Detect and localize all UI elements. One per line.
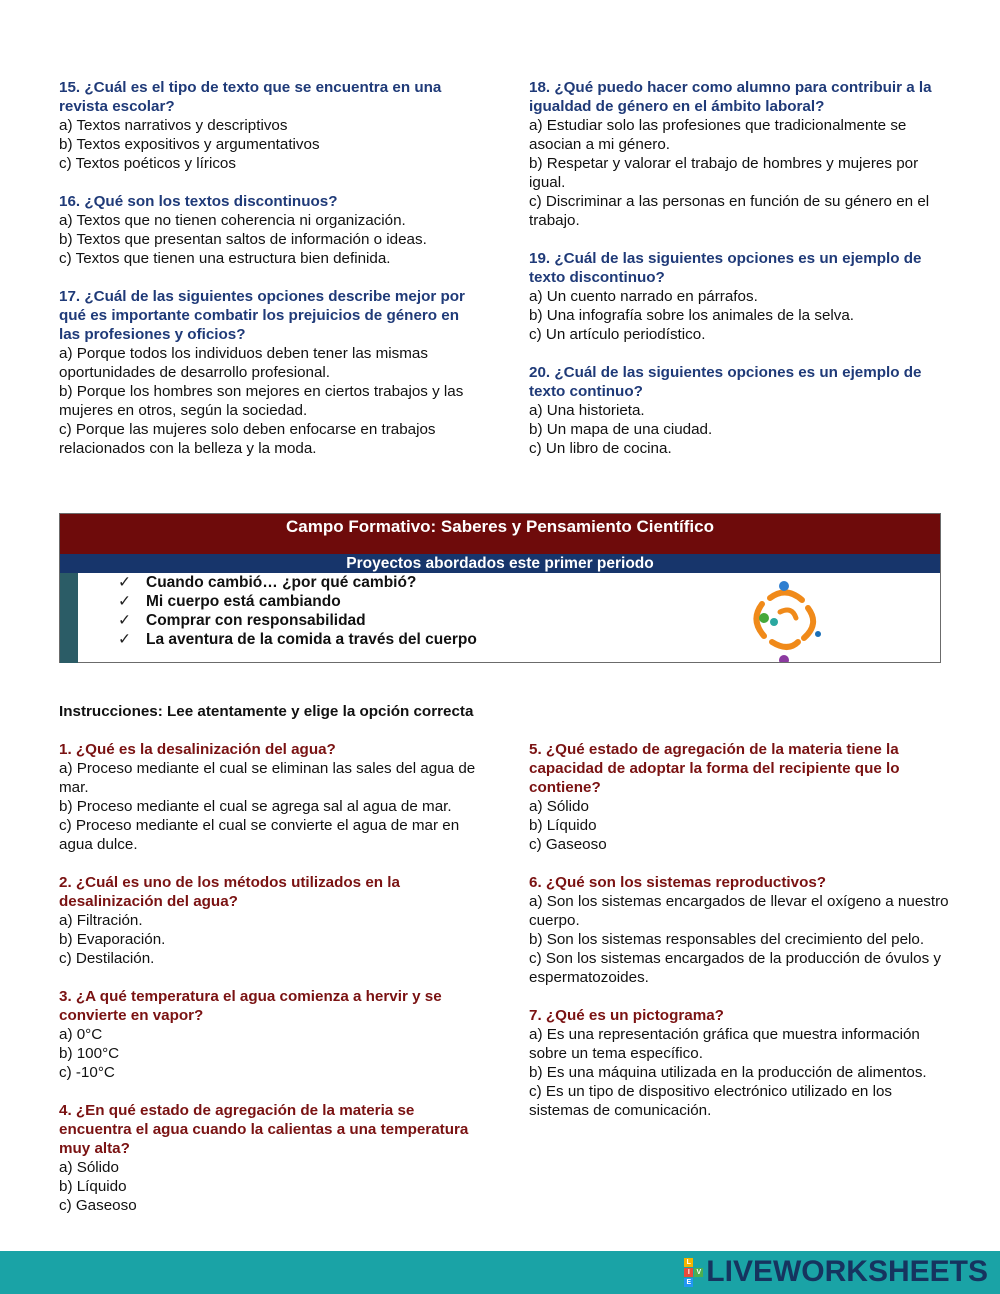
question-text: 2. ¿Cuál es uno de los métodos utilizados en la desalinización del agua? [59, 874, 400, 910]
question-19 [529, 249, 949, 344]
question-15 [59, 78, 479, 173]
campo-title: Campo Formativo: Saberes y Pensamiento Científico [60, 514, 940, 554]
brand-letter: I [684, 1268, 693, 1277]
option-a[interactable]: a) Textos narrativos y descriptivos [59, 117, 288, 134]
option-c[interactable]: c) Un libro de cocina. [529, 440, 672, 457]
question-text: 20. ¿Cuál de las siguientes opciones es un ejemplo de texto continuo? [529, 364, 922, 400]
option-a[interactable]: a) Proceso mediante el cual se eliminan las sales del agua de mar. [59, 760, 476, 796]
option-b[interactable]: b) Respetar y valorar el trabajo de hombres y mujeres por igual. [529, 155, 919, 191]
option-c[interactable]: c) Es un tipo de dispositivo electrónico utilizado en los sistemas de comunicación. [529, 1083, 893, 1119]
option-a[interactable]: a) Porque todos los individuos deben tener las mismas oportunidades de desarrollo profesional. [59, 345, 428, 381]
footer-bar [0, 1251, 1000, 1294]
brand-text: LIVEWORKSHEETS [706, 1255, 988, 1288]
instructions-text: Instrucciones: Lee atentamente y elige la opción correcta [59, 703, 474, 720]
option-c[interactable]: c) Gaseoso [59, 1197, 137, 1214]
checkmark-icon: ✓ [118, 631, 131, 648]
question-20 [529, 363, 949, 458]
option-b[interactable]: b) Líquido [59, 1178, 127, 1195]
project-item [118, 630, 477, 649]
option-a[interactable]: a) Un cuento narrado en párrafos. [529, 288, 758, 305]
option-a[interactable]: a) Textos que no tienen coherencia ni organización. [59, 212, 406, 229]
option-b[interactable]: b) Una infografía sobre los animales de la selva. [529, 307, 855, 324]
question-1 [59, 740, 479, 854]
option-c[interactable]: c) Discriminar a las personas en función de su género en el trabajo. [529, 193, 930, 229]
question-text: 17. ¿Cuál de las siguientes opciones describe mejor por qué es importante combatir los prejuicios de género en las profesiones y oficios? [59, 288, 465, 343]
option-c[interactable]: c) Gaseoso [529, 836, 607, 853]
option-b[interactable]: b) Un mapa de una ciudad. [529, 421, 713, 438]
campo-subtitle: Proyectos abordados este primer periodo [60, 554, 940, 573]
checkmark-icon: ✓ [118, 612, 131, 629]
project-label: Comprar con responsabilidad [146, 612, 366, 629]
option-c[interactable]: c) Proceso mediante el cual se convierte el agua de mar en agua dulce. [59, 817, 460, 853]
question-2 [59, 873, 479, 968]
project-label: La aventura de la comida a través del cuerpo [146, 631, 477, 648]
question-5 [529, 740, 949, 854]
brand-letter: V [694, 1268, 703, 1277]
project-item [118, 611, 477, 630]
campo-side-strip [60, 573, 78, 663]
question-6 [529, 873, 949, 987]
project-item [118, 573, 477, 592]
checkmark-icon: ✓ [118, 593, 131, 610]
people-circle-logo-icon [740, 572, 830, 662]
option-b[interactable]: b) Proceso mediante el cual se agrega sal al agua de mar. [59, 798, 452, 815]
option-a[interactable]: a) Estudiar solo las profesiones que tradicionalmente se asocian a mi género. [529, 117, 907, 153]
option-a[interactable]: a) Filtración. [59, 912, 143, 929]
question-4 [59, 1101, 479, 1215]
question-text: 4. ¿En qué estado de agregación de la materia se encuentra el agua cuando la calientas a una temperatura muy alta? [59, 1102, 469, 1157]
campo-formativo-box [59, 513, 941, 663]
option-a[interactable]: a) Una historieta. [529, 402, 645, 419]
checkmark-icon: ✓ [118, 574, 131, 591]
brand-letter: L [684, 1258, 693, 1267]
question-7 [529, 1006, 949, 1120]
questions-column-bottom-left [59, 740, 479, 1234]
questions-column-top-right [529, 78, 949, 477]
question-18 [529, 78, 949, 230]
questions-column-top-left [59, 78, 479, 477]
question-text: 1. ¿Qué es la desalinización del agua? [59, 741, 336, 758]
option-a[interactable]: a) Sólido [59, 1159, 119, 1176]
option-b[interactable]: b) Líquido [529, 817, 597, 834]
questions-column-bottom-right [529, 740, 949, 1139]
option-b[interactable]: b) Porque los hombres son mejores en ciertos trabajos y las mujeres en otros, según la sociedad. [59, 383, 464, 419]
option-b[interactable]: b) Evaporación. [59, 931, 166, 948]
option-c[interactable]: c) -10°C [59, 1064, 115, 1081]
question-text: 18. ¿Qué puedo hacer como alumno para contribuir a la igualdad de género en el ámbito laboral? [529, 79, 932, 115]
brand-mark-icon [684, 1258, 703, 1287]
option-c[interactable]: c) Textos poéticos y líricos [59, 155, 236, 172]
option-a[interactable]: a) Es una representación gráfica que muestra información sobre un tema específico. [529, 1026, 920, 1062]
question-text: 16. ¿Qué son los textos discontinuos? [59, 193, 338, 210]
question-text: 15. ¿Cuál es el tipo de texto que se encuentra en una revista escolar? [59, 79, 442, 115]
option-b[interactable]: b) Textos expositivos y argumentativos [59, 136, 320, 153]
question-text: 7. ¿Qué es un pictograma? [529, 1007, 724, 1024]
project-item [118, 592, 477, 611]
option-a[interactable]: a) 0°C [59, 1026, 103, 1043]
option-b[interactable]: b) Textos que presentan saltos de información o ideas. [59, 231, 427, 248]
projects-list [118, 573, 477, 649]
question-text: 3. ¿A qué temperatura el agua comienza a hervir y se convierte en vapor? [59, 988, 442, 1024]
question-text: 5. ¿Qué estado de agregación de la materia tiene la capacidad de adoptar la forma del recipiente que lo contiene? [529, 741, 900, 796]
option-c[interactable]: c) Un artículo periodístico. [529, 326, 706, 343]
question-text: 6. ¿Qué son los sistemas reproductivos? [529, 874, 827, 891]
brand-letter: E [684, 1278, 693, 1287]
question-16 [59, 192, 479, 268]
project-label: Cuando cambió… ¿por qué cambió? [146, 574, 417, 591]
option-c[interactable]: c) Destilación. [59, 950, 155, 967]
question-3 [59, 987, 479, 1082]
option-c[interactable]: c) Textos que tienen una estructura bien definida. [59, 250, 391, 267]
option-a[interactable]: a) Sólido [529, 798, 589, 815]
option-c[interactable]: c) Porque las mujeres solo deben enfocarse en trabajos relacionados con la belleza y la moda. [59, 421, 436, 457]
question-17 [59, 287, 479, 458]
option-c[interactable]: c) Son los sistemas encargados de la producción de óvulos y espermatozoides. [529, 950, 941, 986]
option-b[interactable]: b) Son los sistemas responsables del crecimiento del pelo. [529, 931, 925, 948]
option-b[interactable]: b) Es una máquina utilizada en la producción de alimentos. [529, 1064, 927, 1081]
project-label: Mi cuerpo está cambiando [146, 593, 341, 610]
question-text: 19. ¿Cuál de las siguientes opciones es un ejemplo de texto discontinuo? [529, 250, 922, 286]
liveworksheets-logo[interactable] [684, 1255, 988, 1289]
option-a[interactable]: a) Son los sistemas encargados de llevar el oxígeno a nuestro cuerpo. [529, 893, 949, 929]
option-b[interactable]: b) 100°C [59, 1045, 120, 1062]
